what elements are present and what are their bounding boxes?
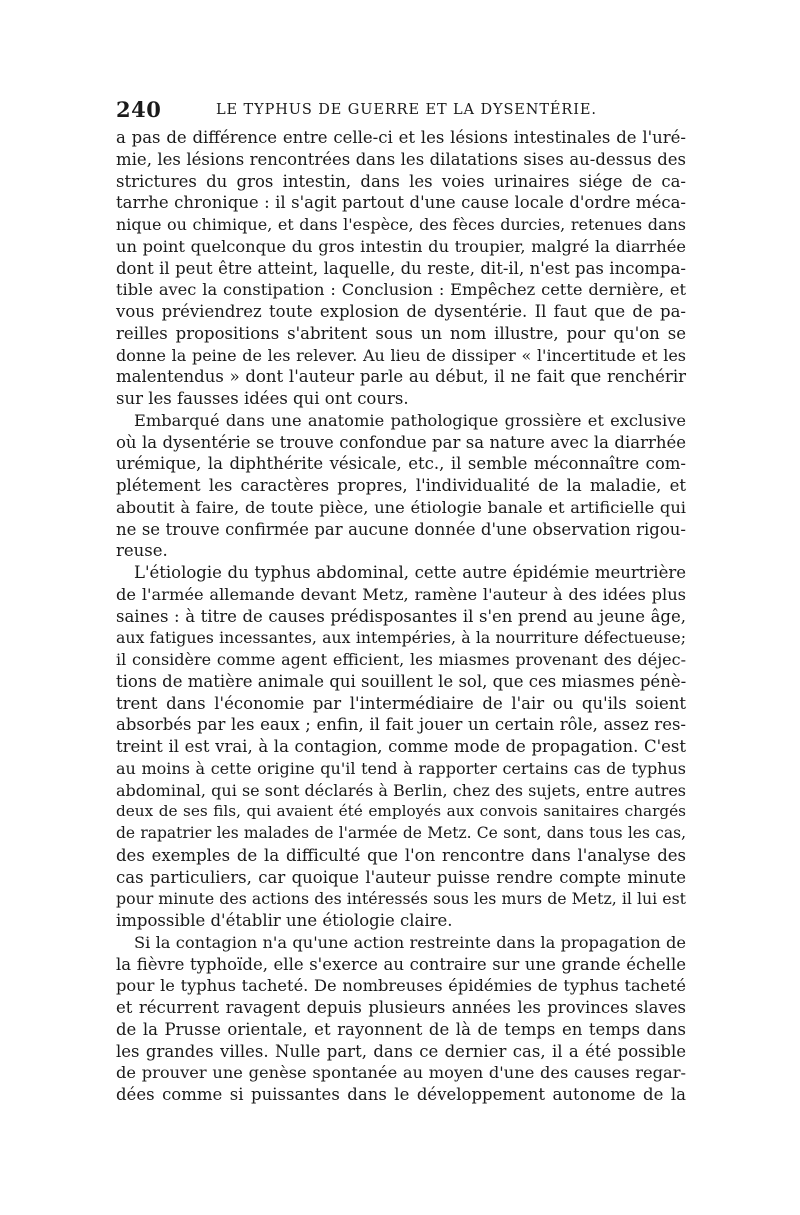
text-line: urémique, la diphthérite vésicale, etc., il semble méconnaître com- [116,454,686,474]
text-line: pour le typhus tacheté. De nombreuses épidémies de typhus tacheté [116,976,686,996]
text-line: donne la peine de les relever. Au lieu de dissiper « l'incertitude et les [116,345,686,365]
text-line: de rapatrier les malades de l'armée de Metz. Ce sont, dans tous les cas, [116,824,686,842]
text-line: aboutit à faire, de toute pièce, une étiologie banale et artificielle qui [116,497,686,517]
text-line: des exemples de la difficulté que l'on rencontre dans l'analyse des [116,845,686,865]
text-line: absorbés par les eaux ; enfin, il fait jouer un certain rôle, assez res- [116,715,686,735]
text-line: sur les fausses idées qui ont cours. [116,389,409,408]
text-line: saines : à titre de causes prédisposantes il s'en prend au jeune âge, [116,606,686,626]
page-header [116,97,686,125]
text-line: abdominal, qui se sont déclarés à Berlin, chez des sujets, entre autres [116,780,686,800]
text-line: dées comme si puissantes dans le développement autonome de la [116,1085,686,1104]
text-line: impossible d'établir une étiologie claire. [116,911,453,930]
text-line: plétement les caractères propres, l'individualité de la maladie, et [116,476,686,495]
text-line: malentendus » dont l'auteur parle au début, il ne fait que renchérir [116,367,686,387]
text-line: la fièvre typhoïde, elle s'exerce au contraire sur une grande échelle [116,954,686,974]
text-line: un point quelconque du gros intestin du troupier, malgré la diarrhée [116,236,686,256]
text-line: tions de matière animale qui souillent le sol, que ces miasmes pénè- [116,671,687,691]
text-line: nique ou chimique, et dans l'espèce, des fèces durcies, retenues dans [116,215,686,234]
text-line: de prouver une genèse spontanée au moyen d'une des causes regar- [116,1063,686,1083]
text-line: de la Prusse orientale, et rayonnent de là de temps en temps dans [116,1019,686,1039]
page-number: 240 [116,97,162,122]
text-line: il considère comme agent efficient, les miasmes provenant des déjec- [116,650,686,669]
text-line: L'étiologie du typhus abdominal, cette autre épidémie meurtrière [134,563,686,582]
text-line: trent dans l'économie par l'intermédiaire de l'air ou qu'ils soient [116,693,686,713]
text-line: treint il est vrai, à la contagion, comme mode de propagation. C'est [116,737,686,756]
text-line: pour minute des actions des intéressés sous les murs de Metz, il lui est [116,889,686,909]
text-line: Embarqué dans une anatomie pathologique grossière et exclusive [134,410,686,430]
running-title: LE TYPHUS DE GUERRE ET LA DYSENTÉRIE. [216,102,597,118]
text-line: au moins à cette origine qu'il tend à rapporter certains cas de typhus [116,758,686,778]
text-line: tible avec la constipation : Conclusion : Empêchez cette dernière, et [116,280,686,300]
text-line: a pas de différence entre celle-ci et les lésions intestinales de l'uré- [116,128,686,147]
text-line: mie, les lésions rencontrées dans les dilatations sises au-dessus des [116,149,686,169]
text-line: tarrhe chronique : il s'agit partout d'une cause locale d'ordre méca- [116,193,686,213]
text-line: aux fatigues incessantes, aux intempéries, à la nourriture défectueuse; [116,628,686,648]
text-line: dont il peut être atteint, laquelle, du reste, dit-il, n'est pas incompa- [116,258,686,278]
body-text [116,127,686,1106]
text-line: reilles propositions s'abritent sous un nom illustre, pour qu'on se [116,323,686,343]
text-line: vous préviendrez toute explosion de dysentérie. Il faut que de pa- [116,302,686,321]
text-line: de l'armée allemande devant Metz, ramène l'auteur à des idées plus [116,584,686,604]
text-line: ne se trouve confirmée par aucune donnée d'une observation rigou- [116,519,686,539]
text-line: et récurrent ravagent depuis plusieurs années les provinces slaves [116,998,686,1017]
text-line: reuse. [116,541,168,561]
text-line: les grandes villes. Nulle part, dans ce dernier cas, il a été possible [116,1041,686,1061]
text-line: où la dysentérie se trouve confondue par sa nature avec la diarrhée [116,432,686,452]
text-line: deux de ses fils, qui avaient été employés aux convois sanitaires chargés [116,802,686,821]
text-line: strictures du gros intestin, dans les voies urinaires siége de ca- [116,171,686,191]
text-line: Si la contagion n'a qu'une action restreinte dans la propagation de [134,932,686,952]
text-line: cas particuliers, car quoique l'auteur puisse rendre compte minute [116,867,686,887]
